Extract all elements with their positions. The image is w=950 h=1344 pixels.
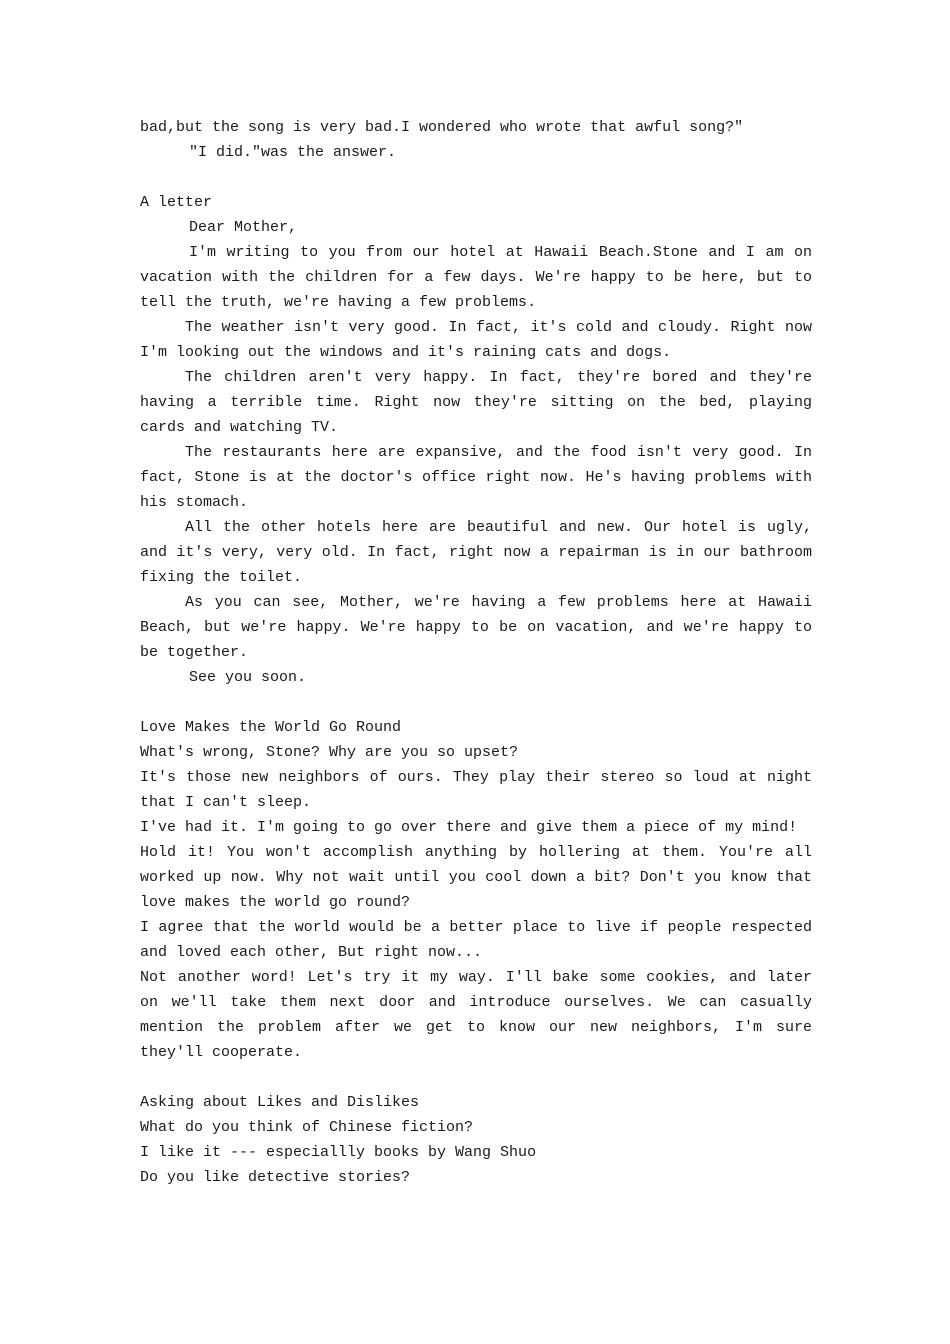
letter-heading: A letter: [140, 194, 213, 211]
section-gap: [140, 1065, 812, 1090]
intro-line-1: bad,but the song is very bad.I wondered who wrote that awful song?": [140, 119, 744, 136]
dialogue-line: What's wrong, Stone? Why are you so upset?: [140, 744, 519, 761]
section-gap: [140, 690, 812, 715]
letter-paragraph: As you can see, Mother, we're having a few problems here at Hawaii Beach, but we're happy. We're happy to be on vacation, and we're happy to be together.: [140, 594, 812, 661]
dialogue-line: Not another word! Let's try it my way. I'll bake some cookies, and later on we'll take them next door and introduce ourselves. We can casually mention the problem after we get to know our new neighbors, I'm sure they'll cooperate.: [140, 969, 812, 1061]
letter-paragraph: The weather isn't very good. In fact, it's cold and cloudy. Right now I'm looking out the windows and it's raining cats and dogs.: [140, 319, 812, 361]
letter-paragraph: The children aren't very happy. In fact, they're bored and they're having a terrible time. Right now they're sitting on the bed, playing cards and watching TV.: [140, 369, 812, 436]
section-gap: [140, 165, 812, 190]
dialogue-line: Hold it! You won't accomplish anything by hollering at them. You're all worked up now. Why not wait until you cool down a bit? Don't you know that love makes the world go round?: [140, 844, 812, 911]
dialogue-line: It's those new neighbors of ours. They play their stereo so loud at night that I can't sleep.: [140, 769, 812, 811]
dialogue-line: What do you think of Chinese fiction?: [140, 1119, 474, 1136]
document-page: [140, 115, 812, 1190]
letter-paragraph: I'm writing to you from our hotel at Hawaii Beach.Stone and I am on vacation with the children for a few days. We're happy to be here, but to tell the truth, we're having a few problems.: [140, 244, 812, 311]
likes-heading: Asking about Likes and Dislikes: [140, 1094, 420, 1111]
letter-closing: See you soon.: [189, 669, 307, 686]
intro-line-2: "I did."was the answer.: [189, 144, 397, 161]
dialogue-line: I agree that the world would be a better place to live if people respected and loved each other, But right now...: [140, 919, 812, 961]
love-heading: Love Makes the World Go Round: [140, 719, 402, 736]
dialogue-line: Do you like detective stories?: [140, 1169, 411, 1186]
letter-greeting: Dear Mother,: [189, 219, 298, 236]
dialogue-line: I've had it. I'm going to go over there and give them a piece of my mind!: [140, 819, 798, 836]
letter-paragraph: The restaurants here are expansive, and the food isn't very good. In fact, Stone is at the doctor's office right now. He's having problems with his stomach.: [140, 444, 812, 511]
letter-paragraph: All the other hotels here are beautiful and new. Our hotel is ugly, and it's very, very old. In fact, right now a repairman is in our bathroom fixing the toilet.: [140, 519, 812, 586]
dialogue-line: I like it --- especiallly books by Wang Shuo: [140, 1144, 537, 1161]
